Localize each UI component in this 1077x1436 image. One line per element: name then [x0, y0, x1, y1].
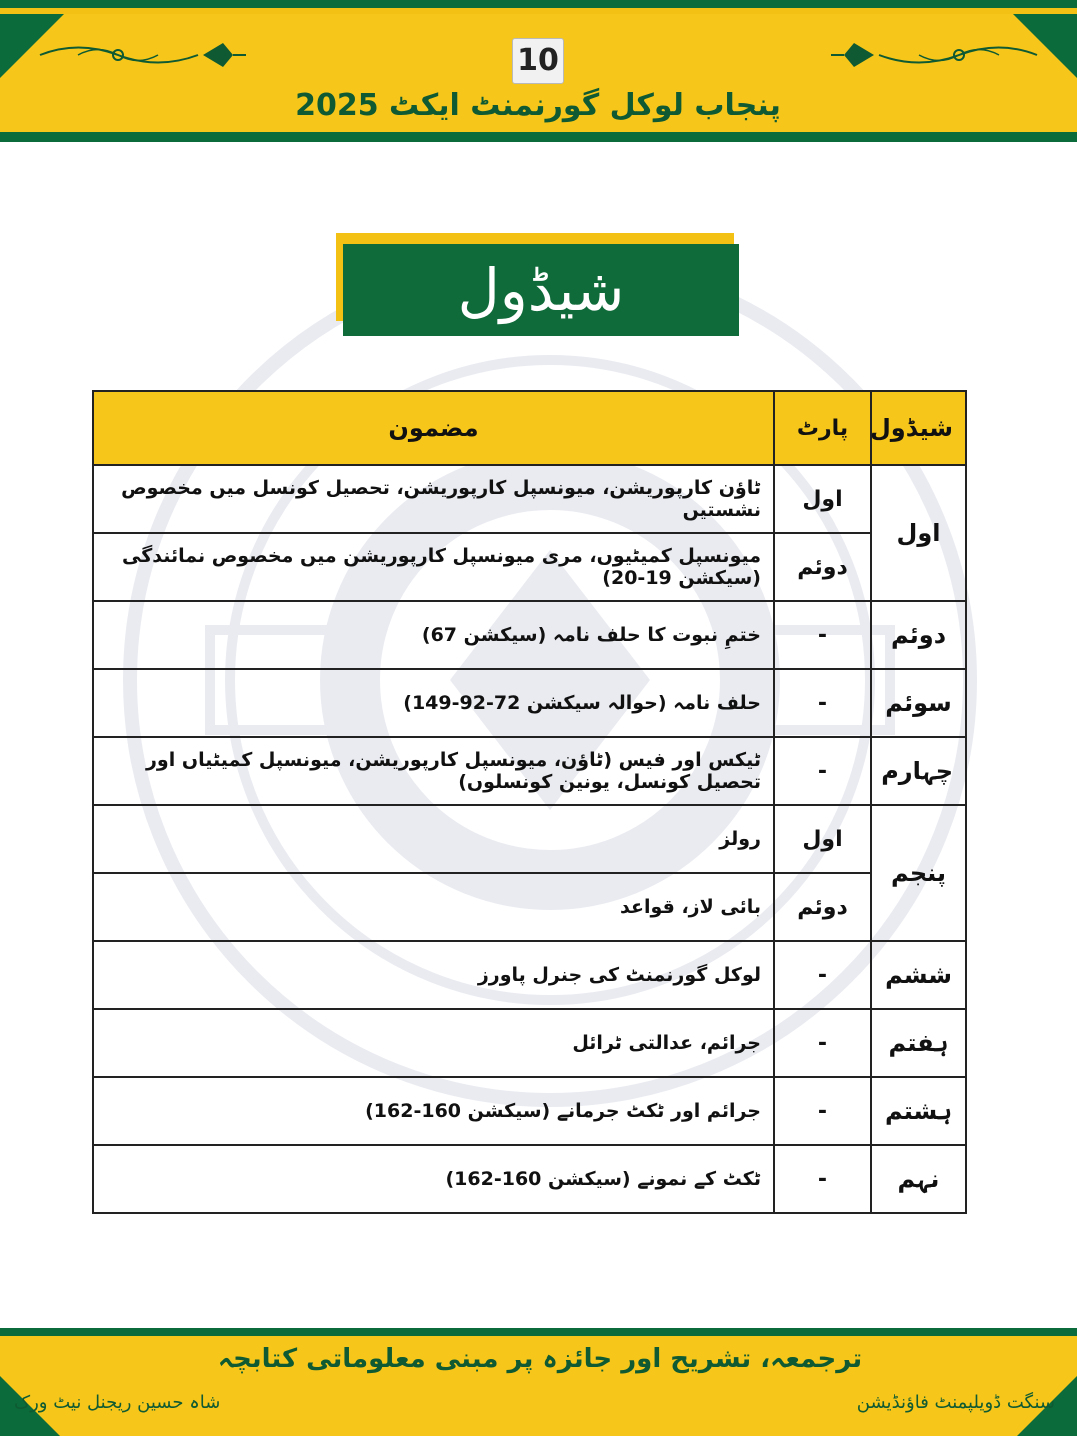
subject-cell: ٹیکس اور فیس (ٹاؤن، میونسپل کارپوریشن، میونسپل کمیٹیاں اور تحصیل کونسل، یونین کونسلوں): [93, 737, 774, 805]
subject-cell: حلف نامہ (حوالہ سیکشن 72-92-149): [93, 669, 774, 737]
schedule-cell: چہارم: [871, 737, 966, 805]
part-cell: دوئم: [774, 533, 871, 601]
table-row: [93, 601, 966, 669]
table-row: [93, 873, 966, 941]
header-schedule: شیڈول: [871, 391, 966, 465]
part-cell: دوئم: [774, 873, 871, 941]
table-header-row: [93, 391, 966, 465]
part-cell: اول: [774, 805, 871, 873]
table-row: [93, 941, 966, 1009]
table-row: [93, 1009, 966, 1077]
schedule-cell: سوئم: [871, 669, 966, 737]
ornament-left-icon: [38, 38, 248, 72]
part-cell: -: [774, 737, 871, 805]
top-stripe: [0, 0, 1077, 8]
subject-cell: ٹاؤن کارپوریشن، میونسپل کارپوریشن، تحصیل کونسل میں مخصوص نشستیں: [93, 465, 774, 533]
part-cell: اول: [774, 465, 871, 533]
table-row: [93, 1077, 966, 1145]
schedule-cell: ششم: [871, 941, 966, 1009]
schedule-cell: دوئم: [871, 601, 966, 669]
subject-cell: جرائم اور ٹکٹ جرمانے (سیکشن 160-162): [93, 1077, 774, 1145]
part-cell: -: [774, 601, 871, 669]
table-row: [93, 805, 966, 873]
schedule-cell: ہشتم: [871, 1077, 966, 1145]
part-cell: -: [774, 1009, 871, 1077]
schedule-banner: شیڈول: [343, 244, 739, 336]
subject-cell: میونسپل کمیٹیوں، مری میونسپل کارپوریشن میں مخصوص نمائندگی (سیکشن 19-20): [93, 533, 774, 601]
subject-cell: بائی لاز، قواعد: [93, 873, 774, 941]
ornament-right-icon: [829, 38, 1039, 72]
header-part: پارٹ: [774, 391, 871, 465]
subject-cell: ختمِ نبوت کا حلف نامہ (سیکشن 67): [93, 601, 774, 669]
page-number: 10: [512, 38, 564, 84]
part-cell: -: [774, 1077, 871, 1145]
header-subject: مضمون: [93, 391, 774, 465]
schedule-cell: ہفتم: [871, 1009, 966, 1077]
header-title: پنجاب لوکل گورنمنٹ ایکٹ 2025: [295, 88, 781, 123]
table-row: [93, 1145, 966, 1213]
part-cell: -: [774, 1145, 871, 1213]
subject-cell: لوکل گورنمنٹ کی جنرل پاورز: [93, 941, 774, 1009]
subject-cell: رولز: [93, 805, 774, 873]
table-row: [93, 533, 966, 601]
schedule-cell: پنجم: [871, 805, 966, 941]
schedule-table: [92, 390, 967, 1214]
part-cell: -: [774, 941, 871, 1009]
table-row: [93, 669, 966, 737]
subject-cell: ٹکٹ کے نمونے (سیکشن 160-162): [93, 1145, 774, 1213]
table-row: [93, 737, 966, 805]
schedule-cell: اول: [871, 465, 966, 601]
part-cell: -: [774, 669, 871, 737]
schedule-cell: نہم: [871, 1145, 966, 1213]
footer-left-text: شاہ حسین ریجنل نیٹ ورک: [14, 1392, 221, 1413]
footer-right-text: سنگت ڈویلپمنٹ فاؤنڈیشن: [856, 1392, 1055, 1413]
subject-cell: جرائم، عدالتی ٹرائل: [93, 1009, 774, 1077]
footer-title: ترجمعہ، تشریح اور جائزہ پر مبنی معلوماتی کتابچہ: [217, 1344, 863, 1374]
table-row: [93, 465, 966, 533]
